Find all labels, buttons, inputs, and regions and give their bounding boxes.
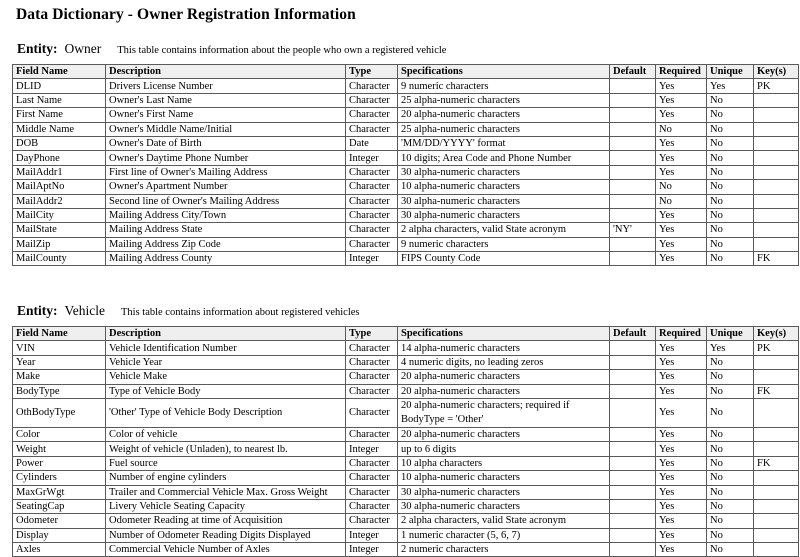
specifications-cell: 20 alpha-numeric characters — [398, 108, 610, 122]
column-header-description: Description — [106, 65, 346, 79]
table-header-row — [13, 327, 799, 341]
column-header-description: Description — [106, 327, 346, 341]
field-name-cell: Color — [13, 427, 106, 441]
entity-label: Entity: — [17, 41, 58, 56]
specifications-cell: 2 alpha characters, valid State acronym — [398, 514, 610, 528]
description-cell: Vehicle Identification Number — [106, 341, 346, 355]
field-name-cell: SeatingCap — [13, 499, 106, 513]
default-cell — [610, 122, 656, 136]
specifications-cell: 30 alpha-numeric characters — [398, 165, 610, 179]
keys-cell — [754, 151, 799, 165]
column-header-field-name: Field Name — [13, 65, 106, 79]
required-cell: Yes — [656, 543, 707, 557]
field-name-cell: MaxGrWgt — [13, 485, 106, 499]
type-cell: Character — [346, 194, 398, 208]
table-row — [13, 398, 799, 427]
unique-cell: No — [707, 427, 754, 441]
table-row — [13, 122, 799, 136]
specifications-cell: 'MM/DD/YYYY' format — [398, 136, 610, 150]
default-cell — [610, 384, 656, 398]
table-header-row — [13, 65, 799, 79]
required-cell: Yes — [656, 208, 707, 222]
description-cell: Owner's Date of Birth — [106, 136, 346, 150]
entity-label: Entity: — [17, 303, 58, 318]
specifications-cell: FIPS County Code — [398, 252, 610, 266]
keys-cell — [754, 370, 799, 384]
unique-cell: No — [707, 528, 754, 542]
description-cell: Number of Odometer Reading Digits Displayed — [106, 528, 346, 542]
default-cell — [610, 108, 656, 122]
type-cell: Character — [346, 93, 398, 107]
table-row — [13, 427, 799, 441]
type-cell: Character — [346, 427, 398, 441]
field-name-cell: MailAddr2 — [13, 194, 106, 208]
unique-cell: No — [707, 252, 754, 266]
specifications-cell: 9 numeric characters — [398, 79, 610, 93]
field-name-cell: MailState — [13, 223, 106, 237]
description-cell: Trailer and Commercial Vehicle Max. Gross Weight — [106, 485, 346, 499]
keys-cell — [754, 514, 799, 528]
specifications-cell: 10 alpha-numeric characters — [398, 471, 610, 485]
field-name-cell: OthBodyType — [13, 398, 106, 427]
description-cell: Mailing Address State — [106, 223, 346, 237]
description-cell: Vehicle Year — [106, 355, 346, 369]
field-name-cell: Make — [13, 370, 106, 384]
unique-cell: No — [707, 471, 754, 485]
column-header-default: Default — [610, 327, 656, 341]
keys-cell — [754, 355, 799, 369]
keys-cell — [754, 398, 799, 427]
table-row — [13, 79, 799, 93]
type-cell: Character — [346, 514, 398, 528]
default-cell — [610, 151, 656, 165]
field-name-cell: Year — [13, 355, 106, 369]
type-cell: Integer — [346, 151, 398, 165]
entity-name: Vehicle — [64, 303, 105, 318]
table-row — [13, 165, 799, 179]
table-row — [13, 543, 799, 557]
field-name-cell: Axles — [13, 543, 106, 557]
default-cell — [610, 514, 656, 528]
field-name-cell: MailAptNo — [13, 180, 106, 194]
type-cell: Character — [346, 122, 398, 136]
unique-cell: No — [707, 237, 754, 251]
specifications-cell: 20 alpha-numeric characters; required if BodyType = 'Other' — [398, 398, 610, 427]
type-cell: Character — [346, 499, 398, 513]
keys-cell — [754, 180, 799, 194]
column-header-required: Required — [656, 327, 707, 341]
vehicle-table — [12, 326, 799, 557]
unique-cell: No — [707, 93, 754, 107]
unique-cell: No — [707, 442, 754, 456]
type-cell: Integer — [346, 543, 398, 557]
default-cell — [610, 398, 656, 427]
keys-cell — [754, 485, 799, 499]
keys-cell: PK — [754, 341, 799, 355]
type-cell: Character — [346, 485, 398, 499]
table-row — [13, 223, 799, 237]
table-row — [13, 384, 799, 398]
table-row — [13, 136, 799, 150]
keys-cell — [754, 208, 799, 222]
required-cell: Yes — [656, 165, 707, 179]
required-cell: Yes — [656, 485, 707, 499]
type-cell: Character — [346, 223, 398, 237]
required-cell: Yes — [656, 456, 707, 470]
field-name-cell: Last Name — [13, 93, 106, 107]
table-row — [13, 456, 799, 470]
field-name-cell: MailCounty — [13, 252, 106, 266]
unique-cell: No — [707, 485, 754, 499]
required-cell: Yes — [656, 471, 707, 485]
type-cell: Date — [346, 136, 398, 150]
default-cell — [610, 528, 656, 542]
keys-cell — [754, 442, 799, 456]
owner-table — [12, 64, 799, 266]
description-cell: Fuel source — [106, 456, 346, 470]
type-cell: Integer — [346, 528, 398, 542]
owner-table-body — [13, 79, 799, 266]
required-cell: No — [656, 122, 707, 136]
required-cell: No — [656, 180, 707, 194]
default-cell — [610, 427, 656, 441]
column-header-field-name: Field Name — [13, 327, 106, 341]
table-row — [13, 499, 799, 513]
description-cell: Owner's Last Name — [106, 93, 346, 107]
field-name-cell: MailAddr1 — [13, 165, 106, 179]
column-header-specifications: Specifications — [398, 65, 610, 79]
table-row — [13, 252, 799, 266]
description-cell: Mailing Address Zip Code — [106, 237, 346, 251]
description-cell: 'Other' Type of Vehicle Body Description — [106, 398, 346, 427]
vehicle-table-body — [13, 341, 799, 557]
specifications-cell: 25 alpha-numeric characters — [398, 93, 610, 107]
keys-cell — [754, 427, 799, 441]
table-row — [13, 485, 799, 499]
owner-entity-heading — [17, 40, 446, 58]
keys-cell — [754, 528, 799, 542]
required-cell: Yes — [656, 108, 707, 122]
keys-cell: PK — [754, 79, 799, 93]
required-cell: Yes — [656, 341, 707, 355]
type-cell: Character — [346, 165, 398, 179]
required-cell: Yes — [656, 223, 707, 237]
unique-cell: No — [707, 355, 754, 369]
default-cell — [610, 543, 656, 557]
description-cell: Weight of vehicle (Unladen), to nearest lb. — [106, 442, 346, 456]
table-row — [13, 180, 799, 194]
specifications-cell: 10 alpha-numeric characters — [398, 180, 610, 194]
type-cell: Character — [346, 341, 398, 355]
default-cell — [610, 165, 656, 179]
description-cell: Owner's Daytime Phone Number — [106, 151, 346, 165]
column-header-type: Type — [346, 65, 398, 79]
field-name-cell: MailCity — [13, 208, 106, 222]
default-cell — [610, 252, 656, 266]
type-cell: Character — [346, 384, 398, 398]
required-cell: Yes — [656, 514, 707, 528]
table-row — [13, 108, 799, 122]
required-cell: Yes — [656, 79, 707, 93]
type-cell: Character — [346, 471, 398, 485]
required-cell: Yes — [656, 136, 707, 150]
keys-cell — [754, 93, 799, 107]
keys-cell: FK — [754, 456, 799, 470]
unique-cell: No — [707, 151, 754, 165]
description-cell: Owner's First Name — [106, 108, 346, 122]
specifications-cell: 14 alpha-numeric characters — [398, 341, 610, 355]
table-row — [13, 151, 799, 165]
default-cell — [610, 79, 656, 93]
default-cell — [610, 485, 656, 499]
specifications-cell: 4 numeric digits, no leading zeros — [398, 355, 610, 369]
description-cell: Second line of Owner's Mailing Address — [106, 194, 346, 208]
unique-cell: No — [707, 456, 754, 470]
table-row — [13, 208, 799, 222]
field-name-cell: Weight — [13, 442, 106, 456]
field-name-cell: Power — [13, 456, 106, 470]
table-row — [13, 370, 799, 384]
unique-cell: No — [707, 398, 754, 427]
description-cell: Commercial Vehicle Number of Axles — [106, 543, 346, 557]
type-cell: Character — [346, 79, 398, 93]
keys-cell — [754, 136, 799, 150]
required-cell: Yes — [656, 252, 707, 266]
default-cell — [610, 237, 656, 251]
keys-cell — [754, 122, 799, 136]
required-cell: Yes — [656, 384, 707, 398]
default-cell: 'NY' — [610, 223, 656, 237]
required-cell: Yes — [656, 499, 707, 513]
column-header-keys: Key(s) — [754, 327, 799, 341]
type-cell: Character — [346, 108, 398, 122]
field-name-cell: Cylinders — [13, 471, 106, 485]
type-cell: Character — [346, 208, 398, 222]
description-cell: Number of engine cylinders — [106, 471, 346, 485]
field-name-cell: BodyType — [13, 384, 106, 398]
default-cell — [610, 456, 656, 470]
default-cell — [610, 341, 656, 355]
type-cell: Character — [346, 237, 398, 251]
default-cell — [610, 208, 656, 222]
keys-cell — [754, 108, 799, 122]
field-name-cell: VIN — [13, 341, 106, 355]
keys-cell — [754, 165, 799, 179]
specifications-cell: 20 alpha-numeric characters — [398, 370, 610, 384]
field-name-cell: DOB — [13, 136, 106, 150]
column-header-default: Default — [610, 65, 656, 79]
keys-cell: FK — [754, 252, 799, 266]
description-cell: First line of Owner's Mailing Address — [106, 165, 346, 179]
field-name-cell: Odometer — [13, 514, 106, 528]
description-cell: Mailing Address County — [106, 252, 346, 266]
field-name-cell: First Name — [13, 108, 106, 122]
unique-cell: No — [707, 223, 754, 237]
required-cell: Yes — [656, 151, 707, 165]
column-header-unique: Unique — [707, 65, 754, 79]
description-cell: Livery Vehicle Seating Capacity — [106, 499, 346, 513]
entity-description: This table contains information about the people who own a registered vehicle — [117, 45, 447, 56]
default-cell — [610, 370, 656, 384]
required-cell: Yes — [656, 355, 707, 369]
default-cell — [610, 180, 656, 194]
unique-cell: No — [707, 384, 754, 398]
table-row — [13, 528, 799, 542]
unique-cell: No — [707, 136, 754, 150]
entity-name: Owner — [64, 41, 102, 56]
description-cell: Odometer Reading at time of Acquisition — [106, 514, 346, 528]
keys-cell — [754, 223, 799, 237]
description-cell: Vehicle Make — [106, 370, 346, 384]
description-cell: Owner's Middle Name/Initial — [106, 122, 346, 136]
specifications-cell: 30 alpha-numeric characters — [398, 499, 610, 513]
required-cell: Yes — [656, 427, 707, 441]
unique-cell: No — [707, 122, 754, 136]
description-cell: Type of Vehicle Body — [106, 384, 346, 398]
type-cell: Character — [346, 180, 398, 194]
specifications-cell: 30 alpha-numeric characters — [398, 194, 610, 208]
default-cell — [610, 355, 656, 369]
description-cell: Drivers License Number — [106, 79, 346, 93]
type-cell: Character — [346, 370, 398, 384]
default-cell — [610, 136, 656, 150]
default-cell — [610, 93, 656, 107]
unique-cell: No — [707, 208, 754, 222]
keys-cell — [754, 499, 799, 513]
column-header-type: Type — [346, 327, 398, 341]
table-row — [13, 194, 799, 208]
default-cell — [610, 471, 656, 485]
required-cell: No — [656, 194, 707, 208]
column-header-unique: Unique — [707, 327, 754, 341]
field-name-cell: DayPhone — [13, 151, 106, 165]
unique-cell: No — [707, 165, 754, 179]
type-cell: Character — [346, 456, 398, 470]
column-header-keys: Key(s) — [754, 65, 799, 79]
default-cell — [610, 194, 656, 208]
unique-cell: No — [707, 108, 754, 122]
entity-description: This table contains information about registered vehicles — [120, 307, 360, 318]
description-cell: Owner's Apartment Number — [106, 180, 346, 194]
required-cell: Yes — [656, 528, 707, 542]
keys-cell — [754, 543, 799, 557]
unique-cell: No — [707, 499, 754, 513]
specifications-cell: 25 alpha-numeric characters — [398, 122, 610, 136]
unique-cell: No — [707, 514, 754, 528]
unique-cell: No — [707, 194, 754, 208]
required-cell: Yes — [656, 93, 707, 107]
unique-cell: Yes — [707, 79, 754, 93]
specifications-cell: 10 digits; Area Code and Phone Number — [398, 151, 610, 165]
default-cell — [610, 442, 656, 456]
document-title: Data Dictionary - Owner Registration Information — [16, 6, 356, 23]
specifications-cell: up to 6 digits — [398, 442, 610, 456]
default-cell — [610, 499, 656, 513]
unique-cell: No — [707, 180, 754, 194]
unique-cell: No — [707, 543, 754, 557]
field-name-cell: Display — [13, 528, 106, 542]
keys-cell — [754, 471, 799, 485]
table-row — [13, 471, 799, 485]
specifications-cell: 1 numeric character (5, 6, 7) — [398, 528, 610, 542]
required-cell: Yes — [656, 370, 707, 384]
specifications-cell: 20 alpha-numeric characters — [398, 384, 610, 398]
table-row — [13, 355, 799, 369]
keys-cell — [754, 194, 799, 208]
required-cell: Yes — [656, 398, 707, 427]
specifications-cell: 30 alpha-numeric characters — [398, 485, 610, 499]
specifications-cell: 30 alpha-numeric characters — [398, 208, 610, 222]
type-cell: Character — [346, 398, 398, 427]
type-cell: Character — [346, 355, 398, 369]
column-header-required: Required — [656, 65, 707, 79]
table-row — [13, 341, 799, 355]
required-cell: Yes — [656, 237, 707, 251]
specifications-cell: 2 alpha characters, valid State acronym — [398, 223, 610, 237]
keys-cell: FK — [754, 384, 799, 398]
description-cell: Color of vehicle — [106, 427, 346, 441]
type-cell: Integer — [346, 252, 398, 266]
specifications-cell: 20 alpha-numeric characters — [398, 427, 610, 441]
unique-cell: Yes — [707, 341, 754, 355]
type-cell: Integer — [346, 442, 398, 456]
field-name-cell: MailZip — [13, 237, 106, 251]
specifications-cell: 9 numeric characters — [398, 237, 610, 251]
vehicle-entity-heading — [17, 302, 360, 320]
field-name-cell: Middle Name — [13, 122, 106, 136]
required-cell: Yes — [656, 442, 707, 456]
keys-cell — [754, 237, 799, 251]
table-row — [13, 93, 799, 107]
column-header-specifications: Specifications — [398, 327, 610, 341]
specifications-cell: 10 alpha characters — [398, 456, 610, 470]
description-cell: Mailing Address City/Town — [106, 208, 346, 222]
unique-cell: No — [707, 370, 754, 384]
table-row — [13, 237, 799, 251]
field-name-cell: DLID — [13, 79, 106, 93]
table-row — [13, 442, 799, 456]
table-row — [13, 514, 799, 528]
specifications-cell: 2 numeric characters — [398, 543, 610, 557]
